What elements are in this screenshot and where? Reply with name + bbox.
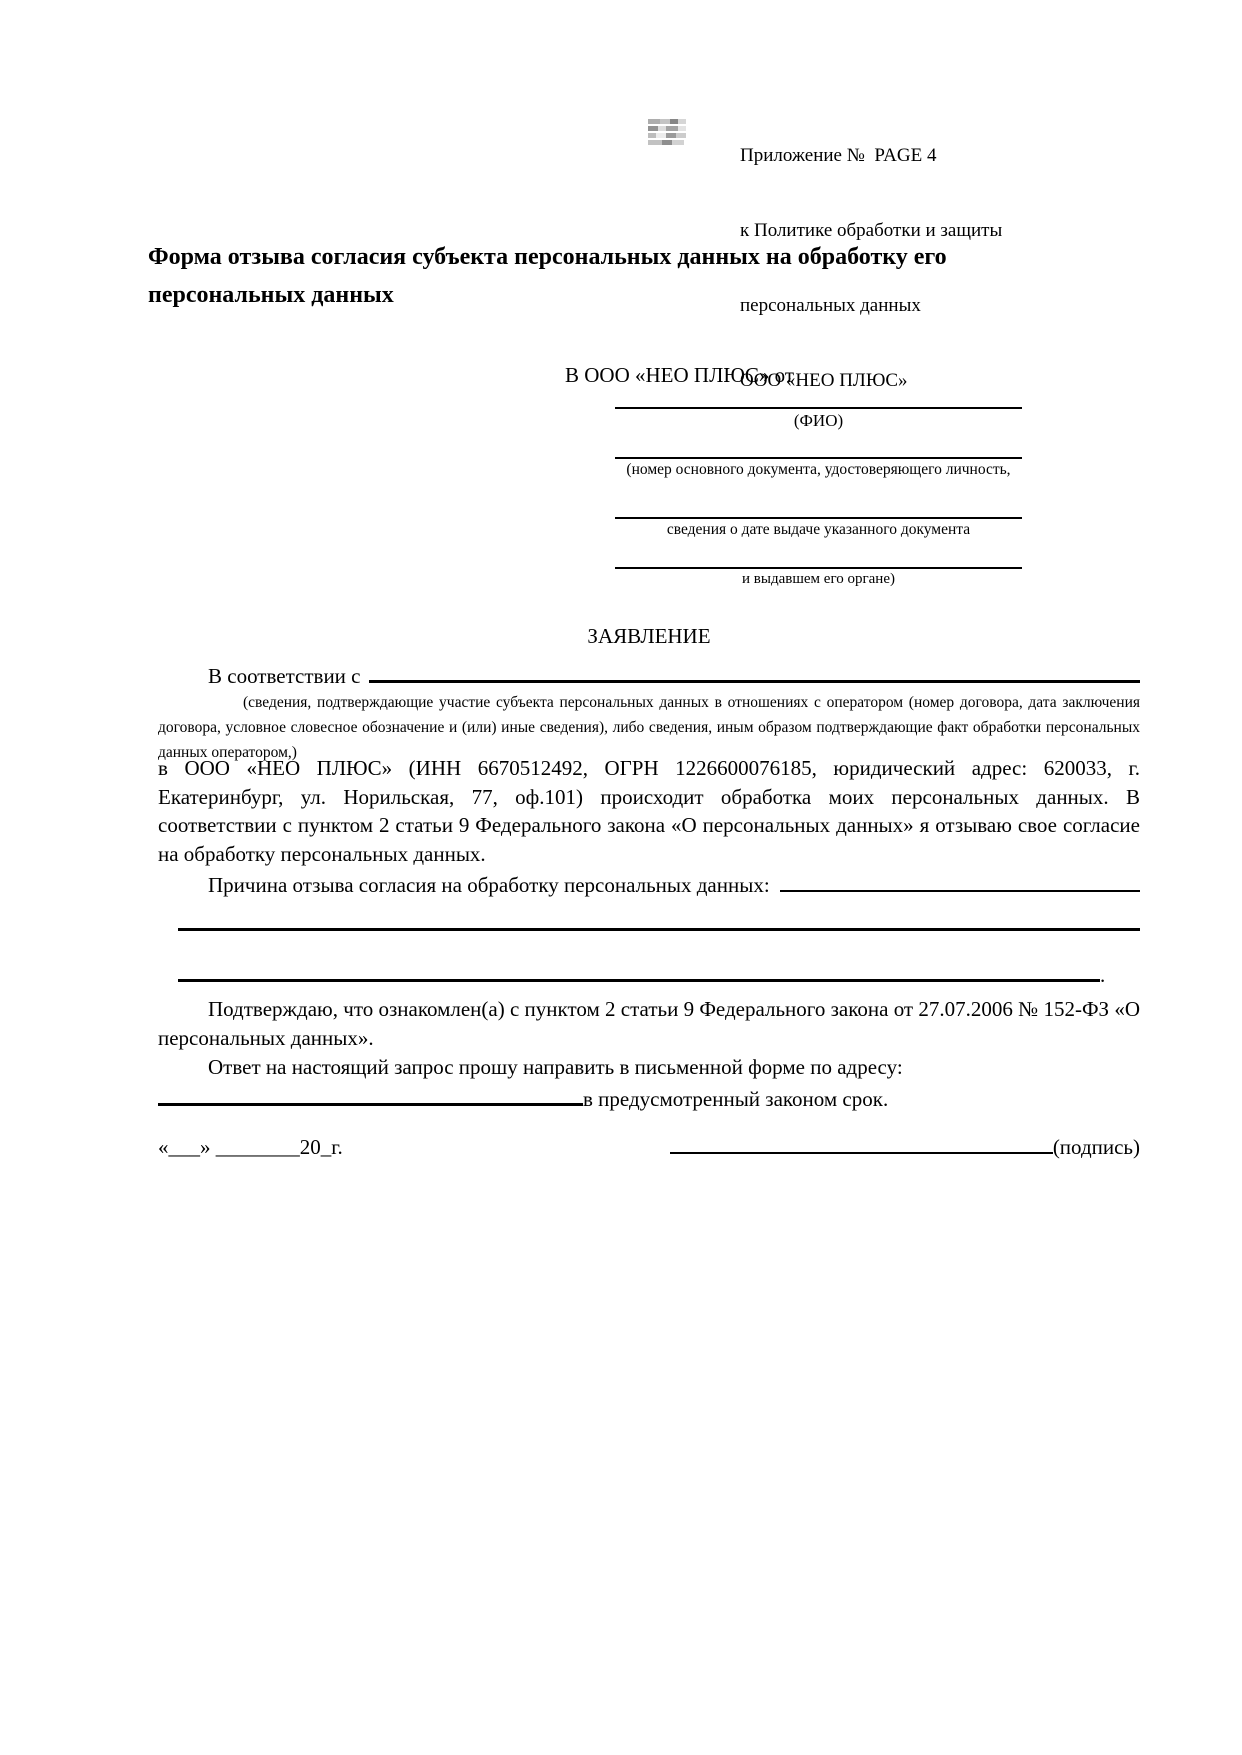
- issuing-authority-field: [615, 567, 1022, 588]
- issue-date-blank-line: [615, 517, 1022, 519]
- reply-tail: в предусмотренный законом срок.: [583, 1086, 889, 1111]
- reason-blank-row-3: [178, 958, 1140, 986]
- confirmation-paragraph: Подтверждаю, что ознакомлен(а) с пунктом 2 статьи 9 Федерального закона от 27.07.2006 № 152-ФЗ «О персональных данных».: [158, 996, 1140, 1050]
- signature-area: [670, 1131, 1140, 1160]
- reason-row: [158, 868, 1140, 900]
- issue-date-caption: сведения о дате выдаче указанного документа: [666, 521, 971, 538]
- annex-header-line: к Политике обработки и защиты: [740, 220, 1003, 241]
- annex-header-line: ООО «НЕО ПЛЮС»: [740, 370, 908, 391]
- blank-line-terminator: .: [1100, 962, 1106, 987]
- annex-header-line: Приложение № PAGE 4: [740, 145, 937, 166]
- statement-body: [158, 754, 1140, 1114]
- fio-blank-line: [615, 407, 1022, 409]
- statement-intro-prefix: В соответствии с: [208, 664, 361, 689]
- document-title: Форма отзыва согласия субъекта персональных данных на обработку его персональных данных: [148, 244, 947, 308]
- statement-body-paragraph: в ООО «НЕО ПЛЮС» (ИНН 6670512492, ОГРН 1226600076185, юридический адрес: 620033, г. Екатеринбург, ул. Норильская, 77, оф.101) происходит обработка моих персональных данных. В соответствии с пунктом 2 статьи 9 Федерального закона «О персональных данных» я отзываю свое согласие на обработку персональных данных.: [158, 756, 1140, 866]
- identity-document-blank-line: [615, 457, 1022, 459]
- annex-header-line: персональных данных: [740, 295, 921, 316]
- reply-request-line: Ответ на настоящий запрос прошу направить в письменной форме по адресу:: [208, 1054, 903, 1079]
- identity-document-field: [615, 457, 1022, 479]
- reason-blank-line: [780, 868, 1140, 892]
- issue-date-field: [615, 517, 1022, 539]
- statement-heading: ЗАЯВЛЕНИЕ: [587, 624, 711, 648]
- signature-blank-line: [670, 1131, 1053, 1154]
- addressee-intro: В ООО «НЕО ПЛЮС» от: [565, 363, 795, 387]
- blurred-image-icon-svg: [648, 117, 686, 147]
- address-blank-line: [158, 1082, 583, 1106]
- reason-label: Причина отзыва согласия на обработку персональных данных:: [208, 873, 770, 898]
- basis-blank-line: [369, 658, 1141, 683]
- identity-document-caption: (номер основного документа, удостоверяющего личность,: [626, 461, 1011, 478]
- reason-blank-line-2: [178, 928, 1140, 931]
- issuing-authority-caption: и выдавшем его органе): [742, 571, 895, 587]
- fio-caption: (ФИО): [793, 411, 844, 430]
- signature-footer: [158, 1131, 1140, 1160]
- statement-footnote: (сведения, подтверждающие участие субъекта персональных данных в отношениях с оператором (номер договора, дата заключения договора, условное словесное обозначение и (или) иные сведения), либо сведения, иным образом подтверждающие факт обработки персональных данных оператором,): [158, 694, 1140, 761]
- reply-address-row: [158, 1082, 1140, 1114]
- fio-field: [615, 407, 1022, 431]
- statement-intro-row: [158, 658, 1140, 689]
- issuing-authority-blank-line: [615, 567, 1022, 569]
- blurred-image-icon: [648, 117, 686, 152]
- date-blank-line: «___» ________20_г.: [158, 1135, 343, 1160]
- signature-caption: (подпись): [1052, 1135, 1140, 1160]
- reason-blank-line-3: [178, 958, 1100, 982]
